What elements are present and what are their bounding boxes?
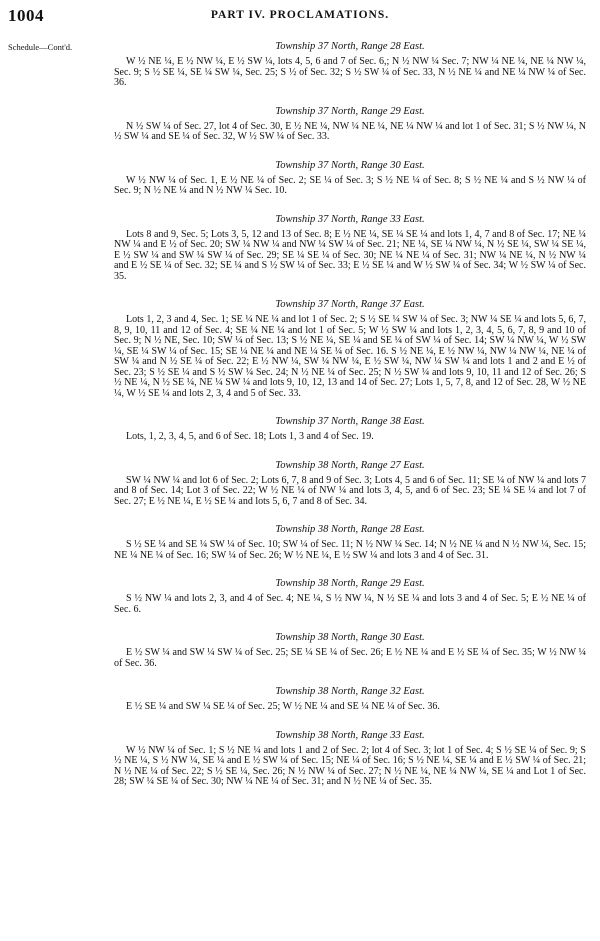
land-description: W ½ NW ¼ of Sec. 1; S ½ NE ¼ and lots 1 and 2 of Sec. 2; lot 4 of Sec. 3; lot 1 of Sec. 4; S ½ SE ¼ of Sec. 9; S ½ NE ¼, S ½ NW ¼, SE ¼ and E ½ SW ¼ of Sec. 15; NE ¼ of Sec. 16; S ½ NE ¼, SE ¼ and E ½ SW ¼ of Sec. 21; N ½ NE ¼ of Sec. 22; S ½ SE ¼, Sec. 26; N ½ NW ¼ of Sec. 27; N ½ NE ¼, NE ¼ NW ¼, SE ¼ and Lot 1 of Sec. 28; SW ¼ SE ¼ of Sec. 30; NW ¼ NE ¼ of Sec. 31; and N ½ NE ¼ of Sec. 35. [114, 744, 586, 787]
land-description: SW ¼ NW ¼ and lot 6 of Sec. 2; Lots 6, 7, 8 and 9 of Sec. 3; Lots 4, 5 and 6 of Sec. 11; SE ¼ of NW ¼ and lots 7 and 8 of Sec. 14; Lot 3 of Sec. 22; W ½ NE ¼ of NW ¼ and lots 3, 4, 5, and 6 of Sec. 23; SE ¼ SE ¼ and lot 7 of Sec. 27; E ½ NE ¼, E ½ SE ¼ and lots 5, 6, 7 and 8 of Sec. 34. [114, 474, 586, 507]
land-description: N ½ SW ¼ of Sec. 27, lot 4 of Sec. 30, E ½ NE ¼, NW ¼ NE ¼, NE ¼ NW ¼ and lot 1 of Sec. 31; S ½ NW ¼, N ½ SW ¼ and SE ¼ of Sec. 32, W ½ SW ¼ of Sec. 33. [114, 120, 586, 142]
township-heading: Township 37 North, Range 30 East. [275, 159, 425, 171]
page-header [8, 6, 592, 30]
township-section [114, 459, 586, 508]
township-section [114, 298, 586, 399]
township-heading: Township 37 North, Range 29 East. [275, 105, 425, 117]
township-section [114, 105, 586, 143]
township-section [114, 685, 586, 713]
township-section [114, 213, 586, 283]
land-description: W ½ NW ¼ of Sec. 1, E ½ NE ¼ of Sec. 2; SE ¼ of Sec. 3; S ½ NE ¼ of Sec. 8; S ½ NE ¼ and S ½ NW ¼ of Sec. 9; N ½ NE ¼ and N ½ NW ¼ Sec. 10. [114, 174, 586, 196]
township-heading: Township 38 North, Range 27 East. [275, 459, 425, 471]
township-heading: Township 38 North, Range 30 East. [275, 632, 425, 643]
township-section [114, 415, 586, 443]
page-number: 1004 [8, 6, 44, 25]
township-heading: Township 38 North, Range 33 East. [275, 729, 425, 741]
township-heading: Township 38 North, Range 28 East. [275, 524, 425, 535]
running-head: PART IV. PROCLAMATIONS. [210, 9, 390, 21]
land-description: S ½ SE ¼ and SE ¼ SW ¼ of Sec. 10; SW ¼ of Sec. 11; N ½ NW ¼ Sec. 14; N ½ NE ¼ and N ½ NW ¼, Sec. 15; NE ¼ NE ¼ of Sec. 16; SW ¼ of Sec. 26; W ½ NE ¼, E ½ SW ¼ and lots 3 and 4 of Sec. 31. [114, 539, 586, 561]
land-description: Lots 8 and 9, Sec. 5; Lots 3, 5, 12 and 13 of Sec. 8; E ½ NE ¼, SE ¼ SE ¼ and lots 1, 4, 7 and 8 of Sec. 17; NE ¼ NW ¼ and E ½ of Sec. 20; SW ¼ NW ¼ and NW ¼ SW ¼ of Sec. 21; NE ¼, SE ¼ NW ¼, N ½ SE ¼, SW ¼ SE ¼, E ½ SW ¼ and SW ¼ SW ¼ of Sec. 29; SE ¼ SE ¼ of Sec. 30; NE ¼ NE ¼ of Sec. 31; NW ¼ NE ¼, N ½ NW ¼ and E ½ SE ¼ of Sec. 32; SE ¼ and S ½ SW ¼ of Sec. 33; E ½ SE ¼ and W ½ SW ¼ of Sec. 34; W ½ SW ¼ of Sec. 35. [114, 228, 586, 282]
margin-note: Schedule—Cont'd. [8, 42, 73, 52]
land-description: Lots 1, 2, 3 and 4, Sec. 1; SE ¼ NE ¼ and lot 1 of Sec. 2; S ½ SE ¼ SW ¼ of Sec. 3; NW ¼ SE ¼ and lots 5, 6, 7, 8, 9, 10, 11 and 12 of Sec. 4; SE ¼ NE ¼ and lot 1 of Sec. 5; W ½ SW ¼ and lots 1, 2, 3, 4, 5, 6, 7, 8, 9 and 10 of Sec. 9; N ½ NE, Sec. 10; SW ¼ of Sec. 13; S ½ NE ¼, SE ¼ and SE ¼ of SW ¼ of Sec. 14; SW ¼ NW ¼, W ½ SW ¼, SE ¼ SW ¼ of Sec. 15; SE ¼ NE ¼ and NE ¼ SE ¼ of Sec. 16. S ½ NE ¼, E ½ NW ¼, NW ¼ NW ¼, NE ¼ of SW ¼ and N ½ SE ¼ of Sec. 22; E ½ NW ¼, SW ¼ NW ¼, E ½ SW ¼, NW ¼ SW ¼ and lots 1 and 2 and E ½ of Sec. 23; S ½ SE ¼ and S ½ SW ¼ Sec. 24; N ½ NE ¼ of Sec. 25; N ½ SW ¼ and lots 9, 10, 11 and 12 of Sec. 26; S ½ NE ¼, N ½ SE ¼, NE ¼ SW ¼ and lots 9, 10, 12, 13 and 14 of Sec. 27; Lots 1, 5, 7, 8, and 12 of Sec. 28, W ½ NE ¼, W ½ SE ¼ and lots 2, 3, 4 and 5 of Sec. 33. [114, 314, 586, 399]
township-section [114, 631, 586, 669]
township-section [114, 159, 586, 197]
township-section [114, 729, 586, 788]
township-heading: Township 37 North, Range 28 East. [275, 41, 425, 52]
land-description: E ½ SW ¼ and SW ¼ SW ¼ of Sec. 25; SE ¼ SE ¼ of Sec. 26; E ½ NE ¼ and E ½ SE ¼ of Sec. 35; W ½ NW ¼ of Sec. 36. [114, 647, 586, 669]
township-section [114, 40, 586, 89]
township-heading: Township 38 North, Range 32 East. [275, 686, 425, 697]
land-description: E ½ SE ¼ and SW ¼ SE ¼ of Sec. 25; W ½ NE ¼ and SE ¼ NE ¼ of Sec. 36. [126, 701, 440, 712]
township-heading: Township 37 North, Range 38 East. [275, 416, 425, 427]
schedule-body [114, 40, 586, 804]
township-heading: Township 37 North, Range 37 East. [275, 299, 425, 310]
land-description: Lots, 1, 2, 3, 4, 5, and 6 of Sec. 18; Lots 1, 3 and 4 of Sec. 19. [126, 431, 374, 442]
township-section [114, 523, 586, 561]
land-description: S ½ NW ¼ and lots 2, 3, and 4 of Sec. 4; NE ¼, S ½ NW ¼, N ½ SE ¼ and lots 3 and 4 of Sec. 5; E ½ NE ¼ of Sec. 6. [114, 593, 586, 615]
township-heading: Township 37 North, Range 33 East. [275, 213, 425, 225]
township-section [114, 577, 586, 615]
land-description: W ½ NE ¼, E ½ NW ¼, E ½ SW ¼, lots 4, 5, 6 and 7 of Sec. 6,; N ½ NW ¼ Sec. 7; NW ¼ NE ¼, NE ¼ NW ¼, Sec. 9; S ½ SE ¼, SE ¼ SW ¼, Sec. 25; S ½ of Sec. 32; S ½ SW ¼ of Sec. 33, N ½ NE ¼ and NE ¼ NW ¼ of Sec. 36. [114, 56, 586, 88]
township-heading: Township 38 North, Range 29 East. [275, 578, 425, 589]
